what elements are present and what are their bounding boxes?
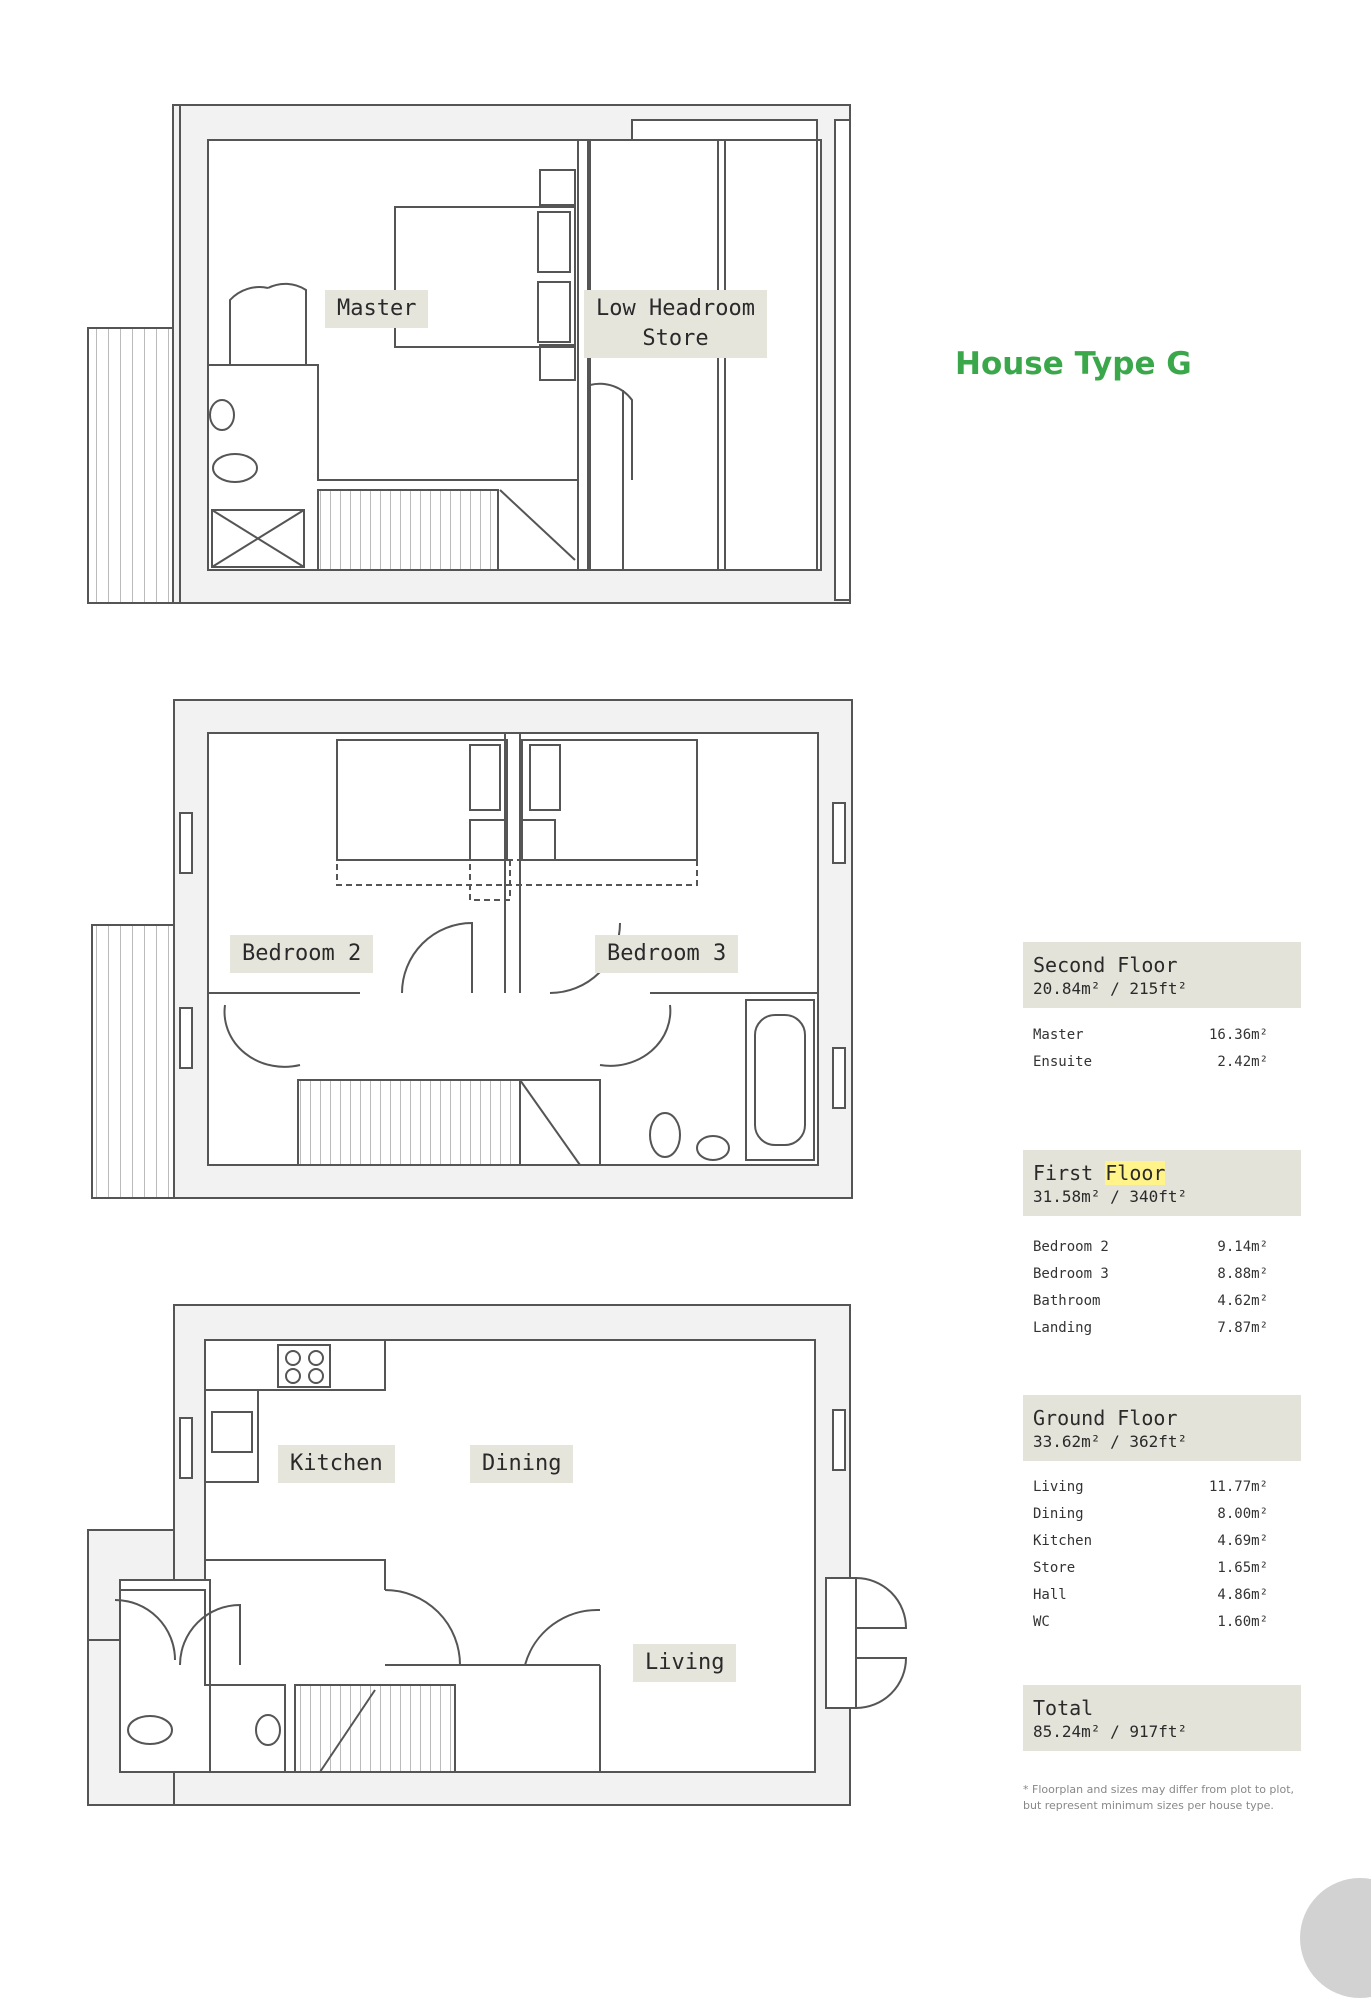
room-row: Master 16.36m² [1033,1027,1268,1043]
room-row: Living 11.77m² [1033,1479,1268,1495]
stairs [298,1080,520,1165]
floor-name: Ground Floor [1033,1406,1178,1430]
ground-floor-rooms [1033,1474,1268,1636]
room-row: WC 1.60m² [1033,1614,1268,1630]
floor-area: 33.62m² / 362ft² [1033,1432,1188,1451]
second-floor-header [1023,942,1301,1008]
balcony-deck [92,925,174,1198]
room-row: Bedroom 2 9.14m² [1033,1239,1268,1255]
room-label-low-headroom-store: Low Headroom Store [584,290,767,358]
footnote: * Floorplan and sizes may differ from plot to plot, but represent minimum sizes per house type. [1023,1783,1295,1812]
room-row: Hall 4.86m² [1033,1587,1268,1603]
first-floor-header [1023,1150,1301,1216]
total-label: Total [1033,1696,1094,1720]
floor-name: First Floor [1033,1161,1166,1185]
floor-name: Second Floor [1033,953,1178,977]
room-row: Kitchen 4.69m² [1033,1533,1268,1549]
room-row: Ensuite 2.42m² [1033,1054,1268,1070]
room-row: Landing 7.87m² [1033,1320,1268,1336]
room-row: Bathroom 4.62m² [1033,1293,1268,1309]
room-row: Dining 8.00m² [1033,1506,1268,1522]
room-row: Bedroom 3 8.88m² [1033,1266,1268,1282]
balcony-deck [88,328,173,603]
room-label-bedroom-2: Bedroom 2 [230,935,373,973]
floor-area: 20.84m² / 215ft² [1033,979,1188,998]
total-area-box [1023,1685,1301,1751]
room-label-bedroom-3: Bedroom 3 [595,935,738,973]
stairs [295,1685,455,1772]
ground-floor-plan [88,1305,906,1805]
first-floor-rooms [1033,1234,1268,1342]
room-label-living: Living [633,1644,736,1682]
ground-floor-header [1023,1395,1301,1461]
house-type-title: House Type G [955,346,1192,382]
stairs [318,490,498,570]
total-area: 85.24m² / 917ft² [1033,1722,1188,1741]
room-label-master: Master [325,290,428,328]
room-row: Store 1.65m² [1033,1560,1268,1576]
room-label-kitchen: Kitchen [278,1445,395,1483]
second-floor-rooms [1033,1022,1268,1076]
room-label-dining: Dining [470,1445,573,1483]
floor-area: 31.58m² / 340ft² [1033,1187,1188,1206]
